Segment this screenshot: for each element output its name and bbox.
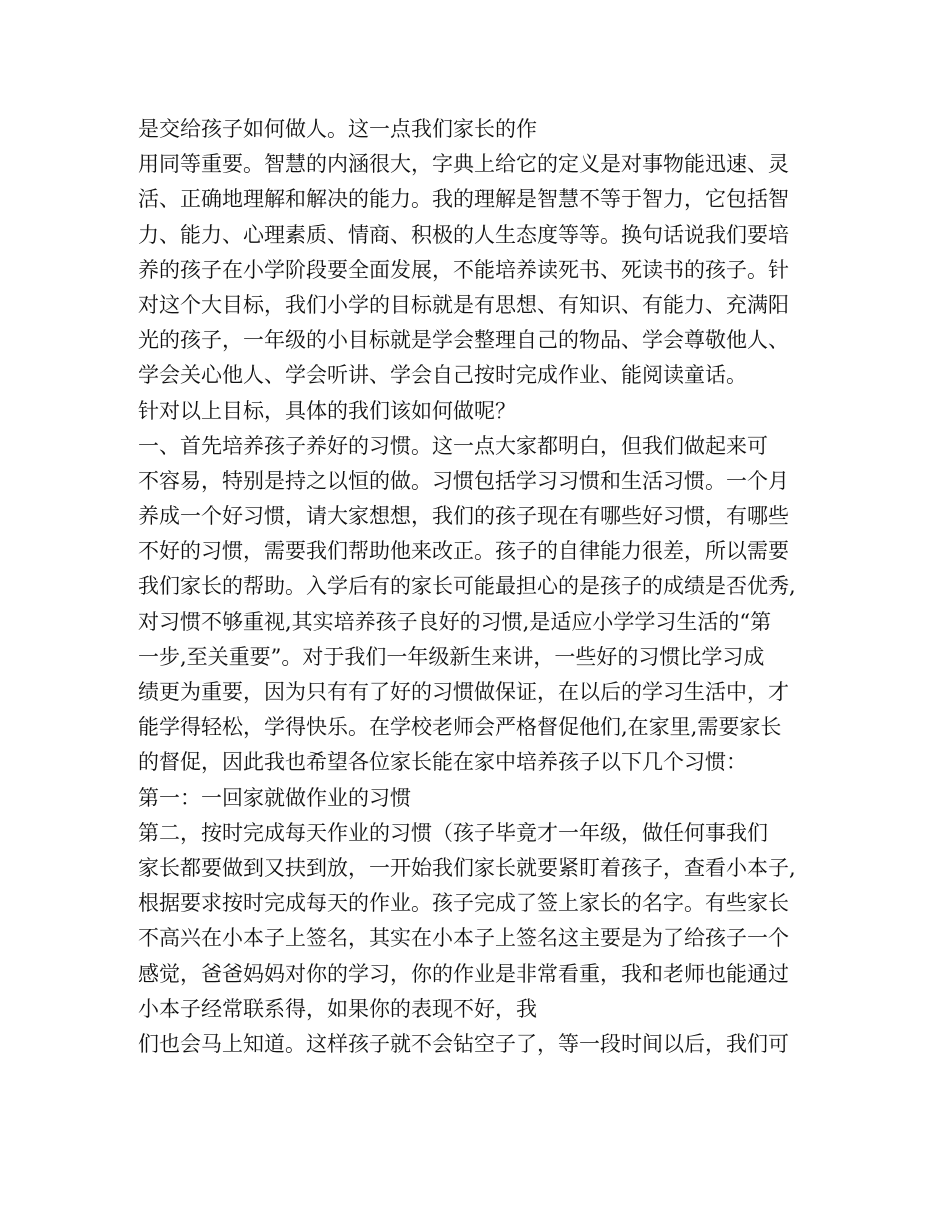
text-line: 一、首先培养孩子养好的习惯。这一点大家都明白，但我们做起来可 [138, 433, 768, 458]
text-line: 用同等重要。智慧的内涵很大，字典上给它的定义是对事物能迅速、灵 [138, 152, 789, 177]
text-line: 养的孩子在小学阶段要全面发展，不能培养读死书、死读书的孩子。针 [138, 257, 789, 282]
text-line: 绩更为重要，因为只有有了好的习惯做保证，在以后的学习生活中，才 [138, 680, 789, 704]
text-line: 养成一个好习惯，请大家想想，我们的孩子现在有哪些好习惯，有哪些 [138, 504, 789, 529]
text-line: 家长都要做到又扶到放，一开始我们家长就要紧盯着孩子，查看小本子, [138, 855, 796, 880]
text-line: 第二，按时完成每天作业的习惯（孩子毕竟才一年级，做任何事我们 [138, 820, 768, 845]
text-line: 我们家长的帮助。入学后有的家长可能最担心的是孩子的成绩是否优秀, [138, 574, 796, 599]
body-text [138, 112, 828, 1062]
text-line: 不高兴在小本子上签名，其实在小本子上签名这主要是为了给孩子一个 [138, 926, 789, 951]
text-line: 小本子经常联系得，如果你的表现不好，我 [138, 996, 537, 1021]
text-line: 能学得轻松，学得快乐。在学校老师会严格督促他们,在家里,需要家长 [138, 715, 782, 740]
text-line: 学会关心他人、学会听讲、学会自己按时完成作业、能阅读童话。 [138, 363, 747, 388]
text-line: 一步,至关重要”。对于我们一年级新生来讲，一些好的习惯比学习成 [138, 644, 765, 669]
text-line: 根据要求按时完成每天的作业。孩子完成了签上家长的名字。有些家长 [138, 891, 789, 916]
text-line: 活、正确地理解和解决的能力。我的理解是智慧不等于智力，它包括智 [138, 187, 789, 212]
text-line: 不好的习惯，需要我们帮助他来改正。孩子的自律能力很差，所以需要 [138, 539, 789, 564]
text-line: 是交给孩子如何做人。这一点我们家长的作 [138, 117, 537, 141]
text-line: 第一：一回家就做作业的习惯 [138, 785, 411, 810]
text-line: 光的孩子，一年级的小目标就是学会整理自己的物品、学会尊敬他人、 [138, 328, 789, 353]
text-line: 对习惯不够重视,其实培养孩子良好的习惯,是适应小学学习生活的“第 [138, 609, 772, 634]
text-line: 针对以上目标，具体的我们该如何做呢？ [138, 398, 516, 423]
text-line: 不容易，特别是持之以恒的做。习惯包括学习习惯和生活习惯。一个月 [138, 468, 789, 493]
text-line: 对这个大目标，我们小学的目标就是有思想、有知识、有能力、充满阳 [138, 292, 789, 317]
text-line: 们也会马上知道。这样孩子就不会钻空子了，等一段时间以后，我们可 [138, 1031, 789, 1056]
text-line: 的督促，因此我也希望各位家长能在家中培养孩子以下几个习惯： [138, 750, 747, 775]
text-line: 感觉，爸爸妈妈对你的学习，你的作业是非常看重，我和老师也能通过 [138, 961, 789, 986]
text-line: 力、能力、心理素质、情商、积极的人生态度等等。换句话说我们要培 [138, 222, 789, 247]
